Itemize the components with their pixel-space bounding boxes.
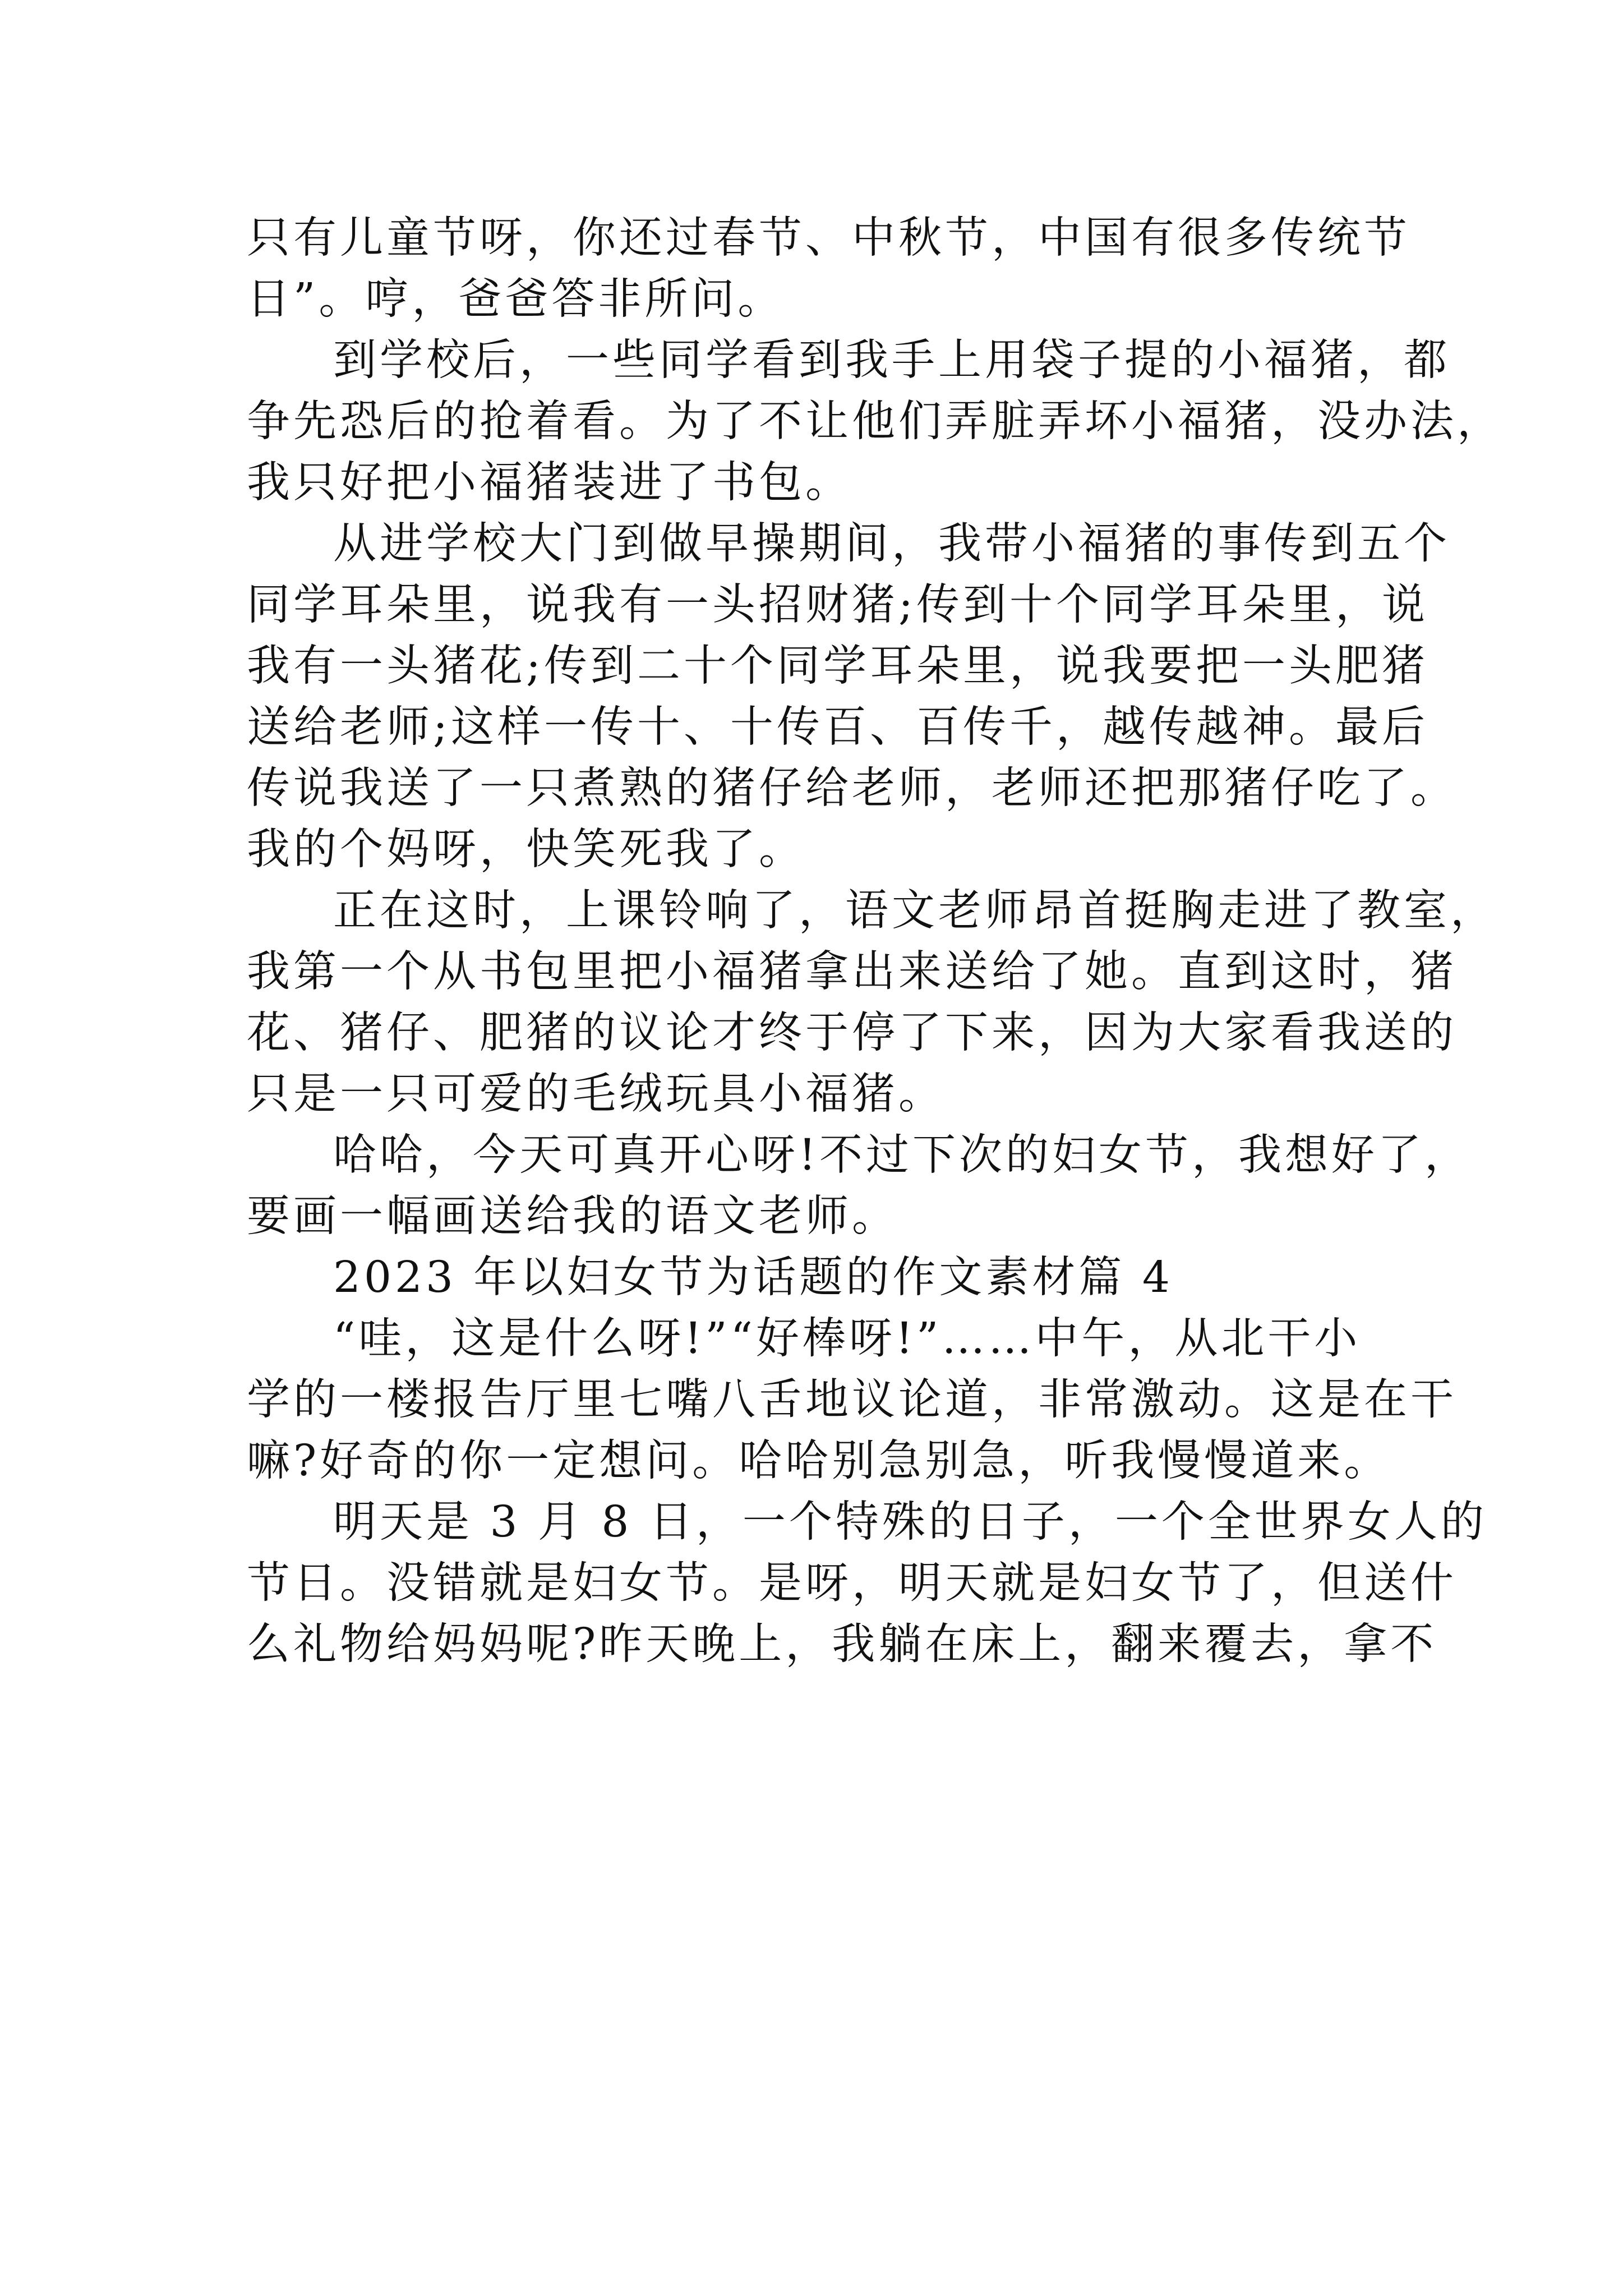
text-line: 日”。哼，爸爸答非所问。 [247,274,785,324]
article-body [247,208,1504,1675]
text-line: 学的一楼报告厅里七嘴八舌地议论道，非常激动。这是在干 [247,1375,1457,1425]
text-line: 我第一个从书包里把小福猪拿出来送给了她。直到这时，猪 [247,947,1457,997]
text-line: 争先恐后的抢着看。为了不让他们弄脏弄坏小福猪，没办法， [247,397,1504,447]
section-heading: 2023 年以妇女节为话题的作文素材篇 4 [333,1253,1173,1303]
text-line: 传说我送了一只煮熟的猪仔给老师，老师还把那猪仔吃了。 [247,763,1457,813]
text-line: 只有儿童节呀，你还过春节、中秋节，中国有很多传统节 [247,213,1410,263]
text-line: “哇，这是什么呀!”“好棒呀!”……中午，从北干小 [333,1314,1361,1364]
text-line: 只是一只可爱的毛绒玩具小福猪。 [247,1069,945,1119]
text-line: 我只好把小福猪装进了书包。 [247,458,852,508]
text-line: 嘛?好奇的你一定想问。哈哈别急别急，听我慢慢道来。 [247,1436,1391,1486]
text-line: 么礼物给妈妈呢?昨天晚上，我躺在床上，翻来覆去，拿不 [247,1619,1437,1669]
text-line: 哈哈，今天可真开心呀!不过下次的妇女节，我想好了， [333,1130,1471,1180]
text-line: 到学校后，一些同学看到我手上用袋子提的小福猪，都 [333,335,1450,385]
text-line: 我有一头猪花;传到二十个同学耳朵里，说我要把一头肥猪 [247,641,1428,691]
text-line: 要画一幅画送给我的语文老师。 [247,1191,898,1241]
text-line: 节日。没错就是妇女节。是呀，明天就是妇女节了，但送什 [247,1558,1457,1608]
text-line: 花、猪仔、肥猪的议论才终于停了下来，因为大家看我送的 [247,1008,1457,1058]
text-line: 送给老师;这样一传十、十传百、百传千，越传越神。最后 [247,702,1428,752]
text-line: 同学耳朵里，说我有一头招财猪;传到十个同学耳朵里，说 [247,580,1428,630]
text-line: 我的个妈呀，快笑死我了。 [247,825,805,875]
text-line: 从进学校大门到做早操期间，我带小福猪的事传到五个 [333,519,1450,569]
text-line: 明天是 3 月 8 日，一个特殊的日子，一个全世界女人的 [333,1497,1487,1547]
text-line: 正在这时，上课铃响了，语文老师昂首挺胸走进了教室， [333,886,1497,936]
